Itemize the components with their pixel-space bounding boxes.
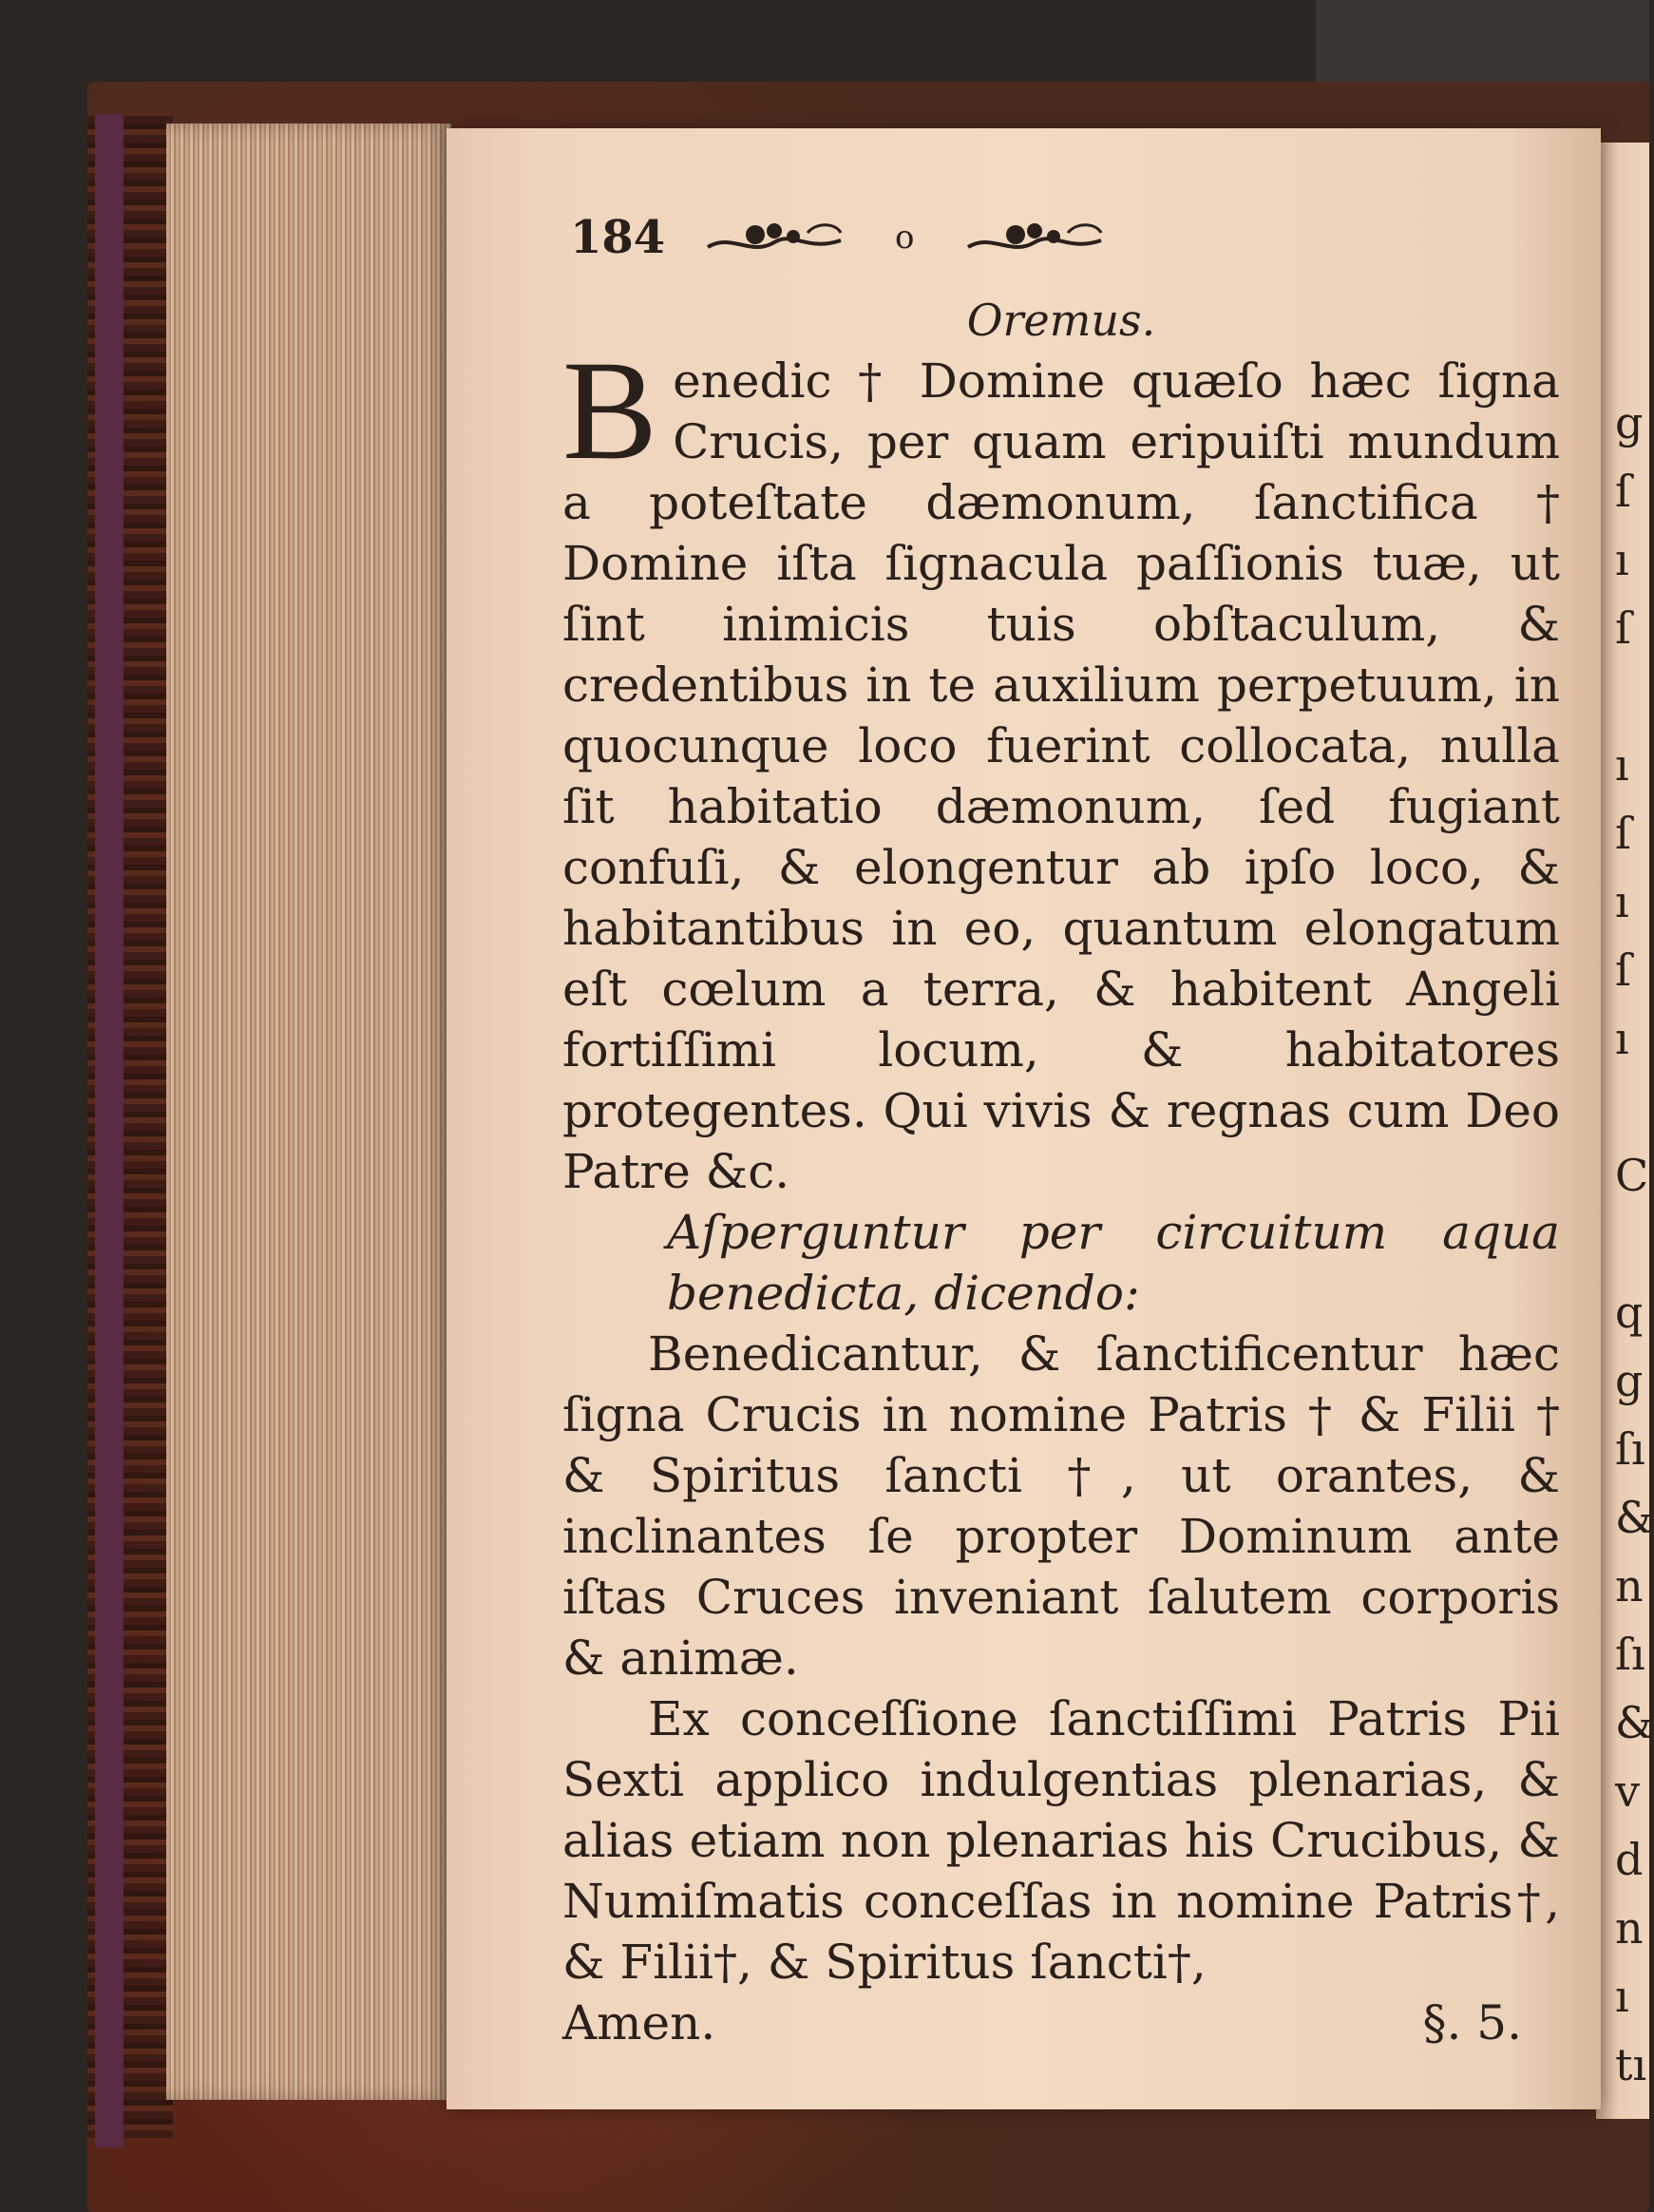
prayer-text: enedic † Domine quæſo hæc ſigna Crucis, per quam eripuiſti mundum a poteſtate dæmonum, ſanctifica † Domine iſta ſignacula paſſionis tuæ, ut ſint inimicis tuis obſtaculum, & credentibus in te auxilium perpetuum, in quocunque loco fuerint collocata, nulla ſit habitatio dæmonum, ſed fugiant confuſi, & elongentur ab ipſo loco, & habitantibus in eo, quantum elongatum eſt cœlum a terra, & habitent Angeli fortiſſimi locum, & habitatores protegentes. Qui vivis & regnas cum Deo Patre &c. [562, 353, 1560, 1199]
facing-letter: ſ [1615, 944, 1632, 996]
amen: Amen. [562, 1995, 716, 2050]
facing-letter [1615, 1083, 1649, 1152]
facing-letter: n [1615, 1560, 1644, 1611]
facing-letter: ı [1615, 1013, 1629, 1064]
prayer-paragraph [562, 332, 1560, 1202]
floral-ornament-right-icon [963, 214, 1106, 261]
facing-letter: ſ [1615, 602, 1632, 654]
blessing-paragraph: Benedicantur, & ſanctificentur hæc ſigna Crucis in nomine Patris † & Filii † & Spiritus ſancti †, ut orantes, & inclinantes ſe propter Dominum ante iſtas Cruces inveniant ſalutem corporis & animæ. [562, 1326, 1560, 1686]
facing-letter: n [1615, 1902, 1644, 1954]
facing-letter: ı [1615, 1971, 1629, 2022]
page-number: 184 [570, 211, 666, 264]
facing-letter: q [1615, 1287, 1644, 1338]
facing-letter: g [1615, 397, 1644, 448]
facing-letter: ſı [1615, 1423, 1645, 1475]
facing-letter: ſ [1615, 808, 1632, 859]
facing-letter: ſı [1615, 1629, 1645, 1680]
facing-letter: & [1615, 1492, 1654, 1543]
facing-letter: g [1615, 1355, 1644, 1406]
facing-letter [1615, 1220, 1649, 1288]
facing-letter: ſ [1615, 466, 1632, 517]
facing-letter [1615, 673, 1649, 741]
page-block-edges [166, 124, 451, 2100]
facing-letter: ı [1615, 876, 1629, 927]
closing-line [562, 1993, 1560, 2053]
facing-letter: ı [1615, 534, 1629, 585]
indulgence-paragraph: Ex conceſſione ſanctiſſimi Patris Pii Sexti applico indulgentias plenarias, & alias etiam non plenarias his Crucibus, & Numiſmatis conceſſas in nomine Patris†, & Filii†, & Spiritus ſancti†, [562, 1691, 1560, 1990]
prayer-heading: Oremus. [966, 295, 1156, 346]
section-mark: §. 5. [1422, 1995, 1522, 2050]
page-body [562, 290, 1560, 2053]
facing-letter: tı [1615, 2039, 1647, 2090]
facing-letter: & [1615, 1697, 1654, 1748]
facing-letter: ı [1615, 739, 1629, 791]
header-separator: o [895, 219, 915, 257]
floral-ornament-left-icon [703, 214, 846, 261]
facing-letter: C [1615, 1150, 1649, 1201]
facing-letter: d [1615, 1834, 1644, 1885]
drop-cap: B [562, 332, 658, 489]
facing-letter: v [1615, 1765, 1640, 1817]
facing-page-text [1615, 397, 1654, 2109]
cover-binding-edge [95, 114, 124, 2147]
page-header [570, 209, 1311, 266]
rubric-instruction: Aſperguntur per circuitum aqua benedicta, dicendo: [667, 1205, 1560, 1321]
